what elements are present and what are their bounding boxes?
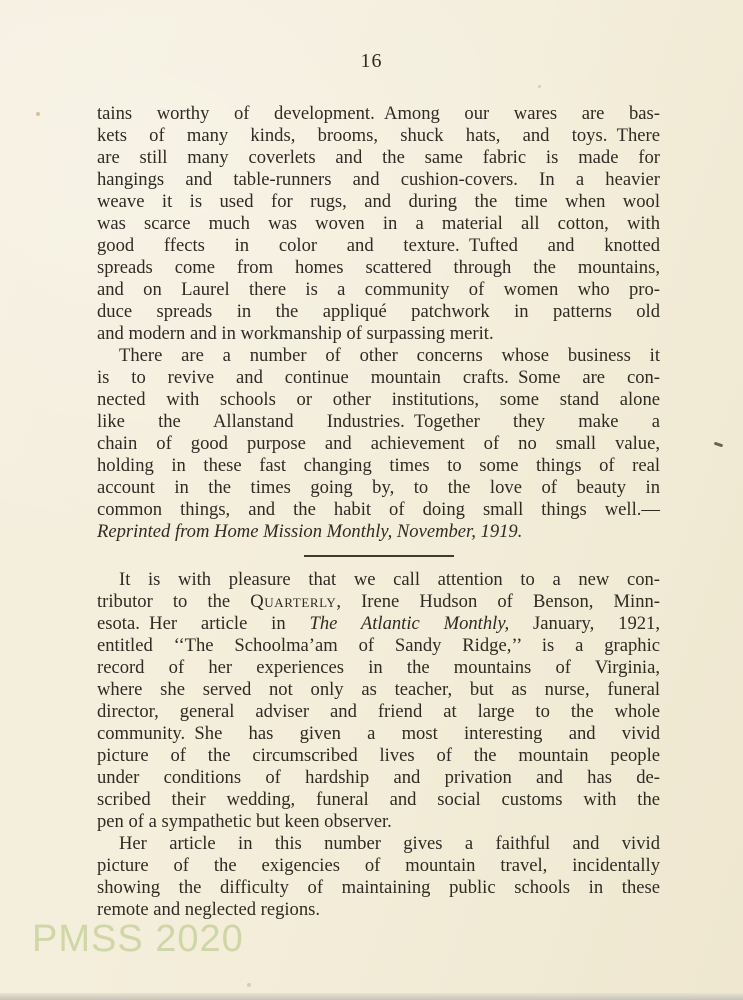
italic-text: The Atlantic Monthly, (309, 613, 510, 634)
text-line (97, 323, 660, 345)
smallcaps-text: Quarterly (250, 591, 337, 612)
text-line (97, 635, 660, 657)
text-segment: There are a number of other concerns whose business it (119, 345, 660, 366)
text-segment: showing the difficulty of maintaining public schools in these (97, 877, 660, 898)
italic-text: Reprinted from Home Mission Monthly, November, 1919. (97, 521, 523, 542)
text-line (97, 213, 660, 235)
text-line (97, 767, 660, 789)
text-line (97, 235, 660, 257)
text-segment: where she served not only as teacher, but as nurse, funeral (97, 679, 660, 700)
text-line (97, 191, 660, 213)
text-line (97, 679, 660, 701)
text-segment: good ffects in color and texture. Tufted and knotted (97, 235, 660, 256)
text-segment: tains worthy of development. Among our wares are bas- (97, 103, 660, 124)
text-segment: kets of many kinds, brooms, shuck hats, and toys. There (97, 125, 660, 146)
watermark: PMSS 2020 (32, 918, 244, 960)
text-line (97, 433, 660, 455)
text-segment: picture of the circumscribed lives of the mountain people (97, 745, 660, 766)
text-segment: , Irene Hudson of Benson, Minn- (336, 591, 660, 612)
divider-rule (304, 555, 454, 557)
paper-speck (247, 983, 251, 987)
text-segment: It is with pleasure that we call attention to a new con- (119, 569, 660, 590)
text-segment: was scarce much was woven in a material all cotton, with (97, 213, 660, 234)
text-line (97, 745, 660, 767)
text-segment: chain of good purpose and achievement of no small value, (97, 433, 660, 454)
text-segment: spreads come from homes scattered through the mountains, (97, 257, 660, 278)
text-line (97, 367, 660, 389)
text-segment: esota. Her article in (97, 613, 310, 634)
text-segment: entitled ‘‘The Schoolma’am of Sandy Ridge,’’ is a graphic (97, 635, 660, 656)
text-segment: January, 1921, (509, 613, 660, 634)
text-line (97, 657, 660, 679)
text-segment: picture of the exigencies of mountain travel, incidentally (97, 855, 660, 876)
text-line (97, 723, 660, 745)
text-line (97, 833, 660, 855)
text-line (97, 701, 660, 723)
text-segment: is to revive and continue mountain crafts. Some are con- (97, 367, 660, 388)
paper-speck (36, 112, 40, 116)
text-line (97, 103, 660, 125)
text-segment: Her article in this number gives a faithful and vivid (119, 833, 660, 854)
text-line (97, 455, 660, 477)
text-segment: and on Laurel there is a community of women who pro- (97, 279, 660, 300)
text-segment: community. She has given a most interesting and vivid (97, 723, 660, 744)
text-segment: scribed their wedding, funeral and social customs with the (97, 789, 660, 810)
page-number: 16 (360, 50, 383, 72)
text-line (97, 477, 660, 499)
text-line (97, 569, 660, 591)
text-segment: and modern and in workmanship of surpassing merit. (97, 323, 494, 344)
text-segment: under conditions of hardship and privation and has de- (97, 767, 660, 788)
text-segment: hangings and table-runners and cushion-covers. In a heavier (97, 169, 660, 190)
text-segment: weave it is used for rugs, and during the time when wool (97, 191, 660, 212)
text-segment: nected with schools or other institutions, some stand alone (97, 389, 660, 410)
text-line (97, 147, 660, 169)
text-line (97, 389, 660, 411)
text-line (97, 877, 660, 899)
text-segment: are still many coverlets and the same fabric is made for (97, 147, 660, 168)
text-line (97, 169, 660, 191)
text-line (97, 613, 660, 635)
text-segment: record of her experiences in the mountains of Virginia, (97, 657, 660, 678)
scan-bottom-edge (0, 993, 743, 1000)
text-line (97, 279, 660, 301)
text-line (97, 811, 660, 833)
text-line (97, 855, 660, 877)
text-segment: tributor to the (97, 591, 251, 612)
paper-speck (538, 85, 541, 88)
text-line (97, 499, 660, 521)
text-line (97, 257, 660, 279)
paper-speck (714, 442, 723, 448)
text-segment: director, general adviser and friend at large to the whole (97, 701, 660, 722)
body-text (97, 103, 660, 921)
text-segment: pen of a sympathetic but keen observer. (97, 811, 392, 832)
text-line (97, 301, 660, 323)
section-divider (97, 543, 660, 569)
text-line (97, 345, 660, 367)
text-line (97, 591, 660, 613)
text-segment: common things, and the habit of doing small things well.— (97, 499, 660, 520)
text-line (97, 789, 660, 811)
text-segment: duce spreads in the appliqué patchwork in patterns old (97, 301, 660, 322)
text-line (97, 411, 660, 433)
text-line (97, 521, 660, 543)
text-line (97, 125, 660, 147)
text-segment: like the Allanstand Industries. Together they make a (97, 411, 660, 432)
text-segment: account in the times going by, to the love of beauty in (97, 477, 660, 498)
text-segment: holding in these fast changing times to some things of real (97, 455, 660, 476)
text-segment: remote and neglected regions. (97, 899, 321, 920)
